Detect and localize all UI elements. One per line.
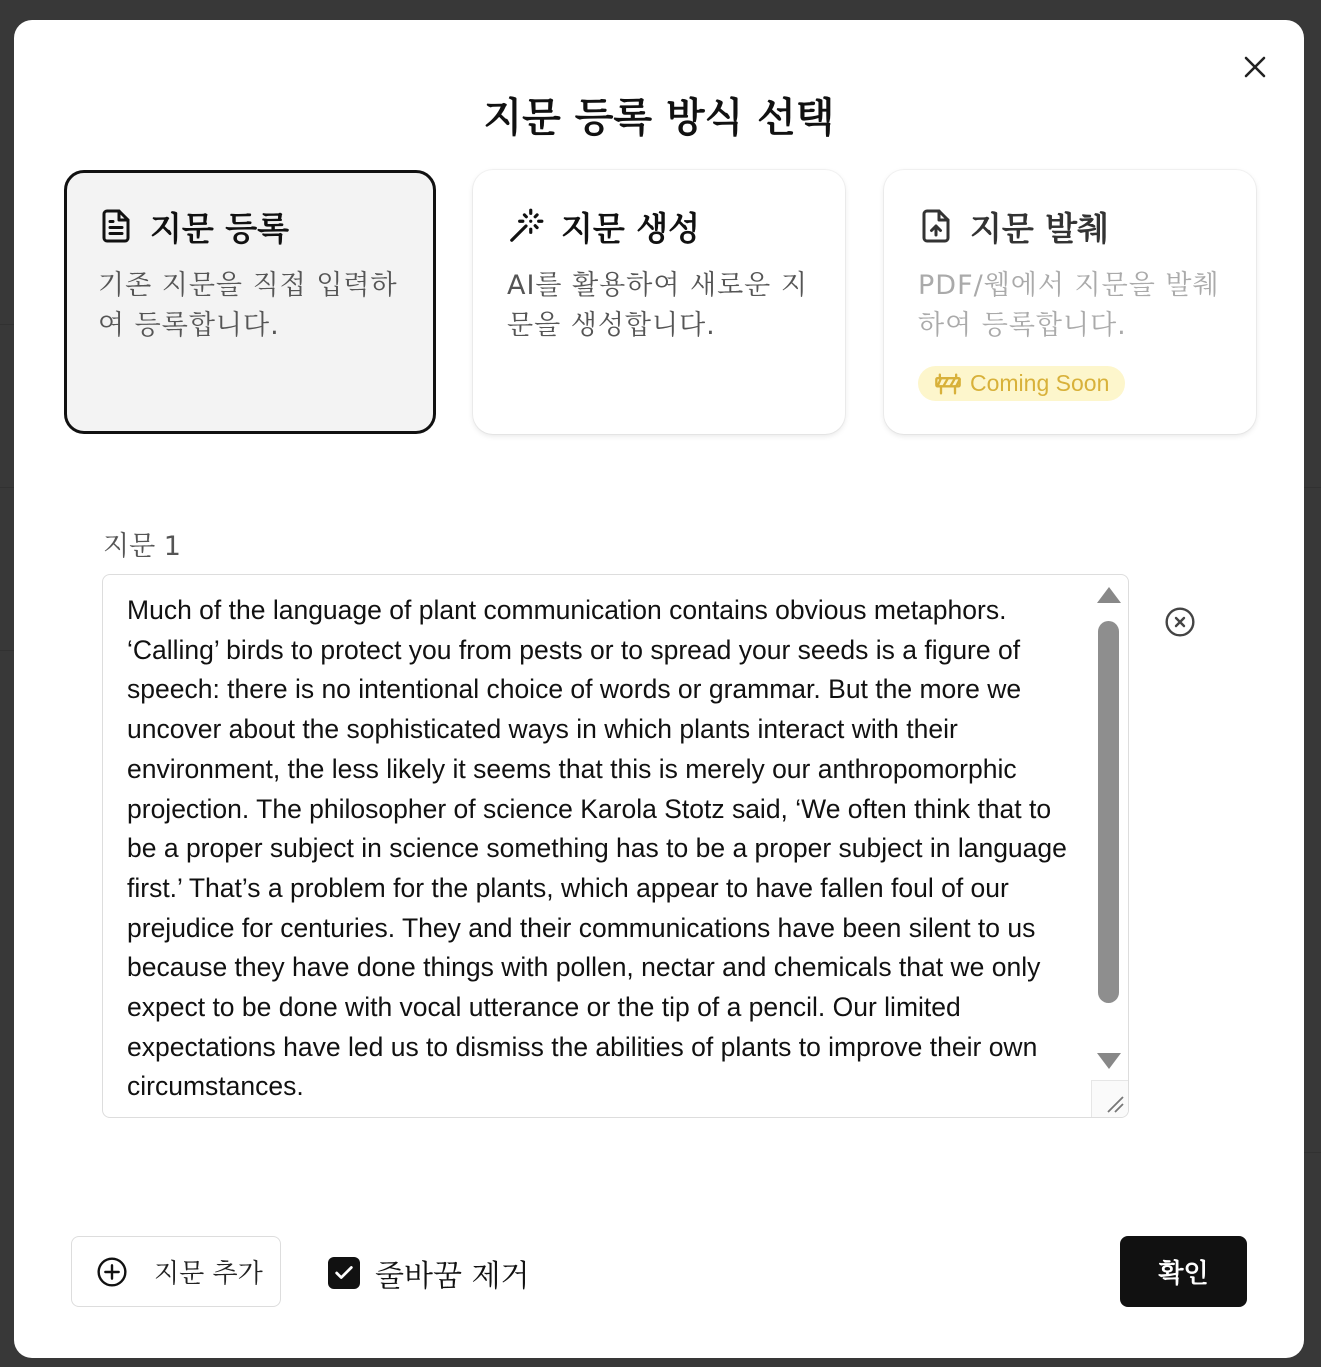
textarea-scrollbar[interactable] [1091,575,1128,1080]
passage-textarea[interactable] [102,574,1129,1118]
remove-linebreaks-toggle[interactable] [328,1251,529,1295]
passage-label: 지문 1 [103,531,181,562]
file-upload-icon [918,207,954,245]
scroll-down-arrow-icon[interactable] [1097,1053,1121,1069]
option-description: AI를 활용하여 새로운 지문을 생성합니다. [507,270,808,341]
option-description: PDF/웹에서 지문을 발췌하여 등록합니다. [918,270,1220,341]
modal-title: 지문 등록 방식 선택 [483,95,835,141]
file-text-icon [98,207,134,245]
option-title: 지문 발췌 [970,208,1110,248]
add-passage-label: 지문 추가 [154,1259,263,1289]
scroll-up-arrow-icon[interactable] [1097,587,1121,603]
passage-text[interactable]: Much of the language of plant communication contains obvious metaphors. ‘Calling’ birds to protect you from pests or to spread your seeds is a figure of speech: there is no intentional choice of words or grammar. But the more we uncover about the sophisticated ways in which plants interact with their environment, the less likely it seems that this is merely our anthropomorphic projection. The philosopher of science Karola Stotz said, ‘We often think that to be a proper subject in science something has to be a proper subject in language first.’ That’s a problem for the plants, which appear to have fallen foul of our prejudice for centuries. They and their communications have been silent to us because they have done things with pollen, nectar and chemicals that we only expect to be done with vocal utterance or the tip of a pencil. Our limited expectations have led us to dismiss the abilities of plants to improve their own circumstances. [127,595,1067,1102]
coming-soon-badge [918,366,1125,401]
resize-grip-icon [1092,1081,1129,1118]
add-passage-button[interactable] [71,1236,281,1307]
close-circle-icon [1164,606,1196,638]
option-title: 지문 생성 [561,208,701,248]
option-card-register[interactable] [64,170,436,434]
close-icon [1243,55,1267,79]
option-title: 지문 등록 [150,208,290,248]
construction-barrier-icon [934,372,962,396]
check-icon [333,1262,355,1284]
resize-handle[interactable] [1091,1080,1128,1117]
remove-linebreaks-checkbox[interactable] [328,1257,360,1289]
badge-label: Coming Soon [970,370,1110,396]
magic-wand-icon [507,207,545,245]
close-button[interactable] [1238,50,1272,84]
option-card-generate[interactable] [473,170,845,434]
option-card-extract[interactable] [884,170,1256,434]
remove-passage-button[interactable] [1164,606,1196,638]
plus-circle-icon [96,1256,128,1288]
remove-linebreaks-label: 줄바꿈 제거 [375,1259,530,1294]
confirm-button[interactable]: 확인 [1120,1236,1247,1307]
scroll-thumb[interactable] [1098,621,1119,1003]
option-description: 기존 지문을 직접 입력하여 등록합니다. [98,270,398,341]
passage-registration-modal [14,20,1304,1358]
